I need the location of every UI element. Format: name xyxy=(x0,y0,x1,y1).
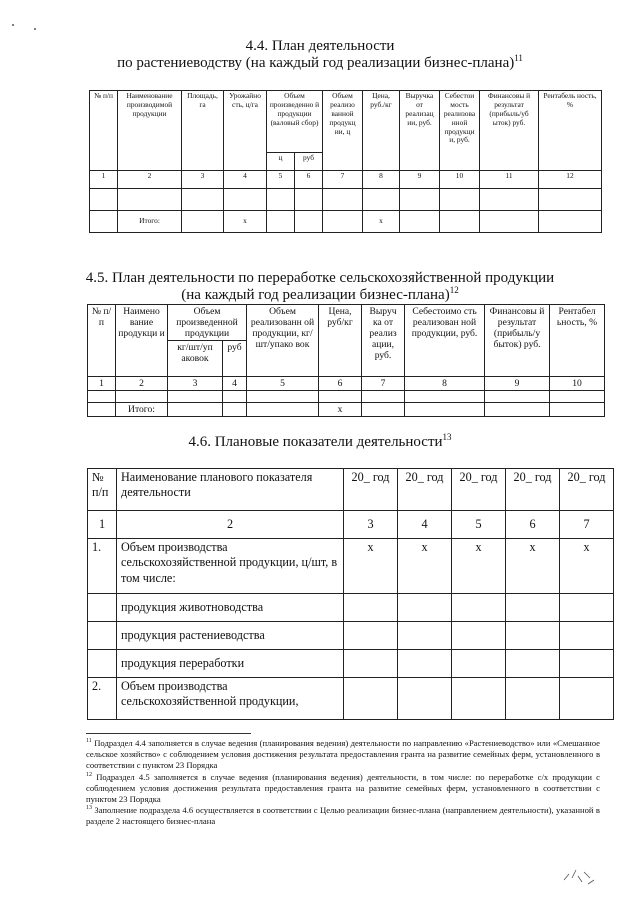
col-header-financial-result: Финансовы й результат (прибыль/уб ыток) руб. xyxy=(480,91,539,171)
section-4-4-title xyxy=(0,38,640,55)
col-number: 5 xyxy=(267,171,295,189)
col-number: 1 xyxy=(88,377,116,391)
col-number: 5 xyxy=(452,511,506,539)
row-number: 2. xyxy=(88,678,117,720)
section-4-4-subtitle xyxy=(0,55,640,72)
col-header-produced-volume: Объем произведенно й продукции (валовый сбор) xyxy=(267,91,323,153)
col-header-year-5: 20_ год xyxy=(560,469,614,511)
table-row xyxy=(88,594,614,622)
col-header-price: Цена, руб./кг xyxy=(363,91,400,171)
col-header-yield: Урожайно сть, ц/га xyxy=(224,91,267,171)
col-number: 4 xyxy=(224,171,267,189)
planned-indicators-table xyxy=(87,468,614,720)
section-4-5-title-text: 4.5. План деятельности по переработке сельскохозяйственной продукции xyxy=(85,270,555,286)
footnote-mark-12: 12 xyxy=(449,285,459,295)
col-number: 7 xyxy=(323,171,363,189)
indicator-label: продукция растениеводства xyxy=(117,622,344,650)
col-header-year-3: 20_ год xyxy=(452,469,506,511)
x-mark: х xyxy=(506,539,560,594)
footnote-12 xyxy=(86,772,600,806)
col-number: 6 xyxy=(319,377,362,391)
column-number-row xyxy=(88,511,614,539)
col-number: 2 xyxy=(116,377,168,391)
footnote-mark-13: 13 xyxy=(442,432,452,442)
row-number: 1. xyxy=(88,539,117,594)
processing-plan-table xyxy=(87,304,605,417)
footnote-divider xyxy=(86,733,251,734)
scan-speck xyxy=(12,24,14,26)
x-mark: х xyxy=(452,539,506,594)
col-number: 3 xyxy=(182,171,224,189)
total-x-mark: х xyxy=(224,211,267,233)
total-row xyxy=(88,403,605,417)
footnote-13 xyxy=(86,805,600,827)
total-label: Итого: xyxy=(116,403,168,417)
col-header-price: Цена, руб/кг xyxy=(319,305,362,377)
column-number-row xyxy=(90,171,602,189)
col-number: 12 xyxy=(539,171,602,189)
col-header-volume-c: ц xyxy=(267,153,295,171)
table-row xyxy=(90,189,602,211)
col-header-indicator-name: Наименование планового показателя деятельности xyxy=(117,469,344,511)
col-number: 8 xyxy=(363,171,400,189)
col-header-sold-volume: Объем реализо ванной продукц ии, ц xyxy=(323,91,363,171)
col-number: 8 xyxy=(405,377,485,391)
section-4-5-subtitle-text: (на каждый год реализации бизнес-плана) xyxy=(181,287,450,303)
col-header-year-1: 20_ год xyxy=(344,469,398,511)
footnote-number: 12 xyxy=(86,771,92,778)
x-mark: х xyxy=(560,539,614,594)
col-number: 4 xyxy=(398,511,452,539)
col-header-num: № п/п xyxy=(88,469,117,511)
col-header-product-name: Наимено вание продукци и xyxy=(116,305,168,377)
col-header-volume-units: кг/шт/уп аковок xyxy=(168,341,223,377)
footnote-text: Подраздел 4.5 заполняется в случае ведения (планирования ведения) деятельности, в том числе: по переработке с/х продукции с соблюдением условия достижения результата предоставления гранта на развитие семейных ферм, установленного в соответствии с пунктом 23 Порядка xyxy=(86,771,600,804)
signature-scribble xyxy=(560,860,600,890)
col-number: 2 xyxy=(118,171,182,189)
col-number: 3 xyxy=(168,377,223,391)
footnote-11 xyxy=(86,738,600,772)
col-header-revenue: Выруч ка от реализ ации, руб. xyxy=(362,305,405,377)
col-header-volume-rub: руб xyxy=(295,153,323,171)
col-header-product-name: Наименование производимой продукции xyxy=(118,91,182,171)
col-header-produced-volume: Объем произведенной продукции xyxy=(168,305,247,341)
total-x-mark: х xyxy=(319,403,362,417)
col-header-volume-rub: руб xyxy=(223,341,247,377)
total-label: Итого: xyxy=(118,211,182,233)
footnotes xyxy=(86,738,600,827)
footnote-number: 11 xyxy=(86,738,92,745)
section-4-4-subtitle-text: по растениеводству (на каждый год реализации бизнес-плана) xyxy=(117,55,515,71)
col-number: 10 xyxy=(550,377,605,391)
col-number: 11 xyxy=(480,171,539,189)
table-row xyxy=(88,539,614,594)
col-number: 4 xyxy=(223,377,247,391)
table-row xyxy=(88,391,605,403)
x-mark: х xyxy=(344,539,398,594)
col-number: 9 xyxy=(400,171,440,189)
indicator-label: продукция переработки xyxy=(117,650,344,678)
col-header-num: № п/п xyxy=(88,305,116,377)
section-4-4-title-text: 4.4. План деятельности xyxy=(245,38,395,54)
col-header-cost: Себестои мость реализова нной продукци и, руб. xyxy=(440,91,480,171)
col-header-year-2: 20_ год xyxy=(398,469,452,511)
footnote-text: Подраздел 4.4 заполняется в случае ведения (планирования ведения) деятельности по направлению «Растениеводство» или «Смешанное сельское хозяйство» с соблюдением условия достижения результата предоставления гранта на развитие семейных ферм, установленного в соответствии с пунктом 23 Порядка xyxy=(86,738,600,771)
indicator-label: Объем производства сельскохозяйственной продукции, xyxy=(117,678,344,720)
scan-speck xyxy=(34,28,36,30)
col-header-cost: Себестоимо сть реализован ной продукции, руб. xyxy=(405,305,485,377)
footnote-number: 13 xyxy=(86,805,92,812)
col-number: 9 xyxy=(485,377,550,391)
col-header-sold-volume: Объем реализованн ой продукции, кг/шт/упако вок xyxy=(247,305,319,377)
col-number: 5 xyxy=(247,377,319,391)
section-4-6-title-text: 4.6. Плановые показатели деятельности xyxy=(188,434,443,450)
col-number: 1 xyxy=(90,171,118,189)
col-number: 3 xyxy=(344,511,398,539)
table-row xyxy=(88,678,614,720)
column-number-row xyxy=(88,377,605,391)
indicator-label: продукция животноводства xyxy=(117,594,344,622)
footnote-text: Заполнение подраздела 4.6 осуществляется в соответствии с Целью реализации бизнес-плана (направлением деятельности), указанной в разделе 2 настоящего бизнес-плана xyxy=(86,805,600,827)
col-header-profitability: Рентабел ьность, % xyxy=(550,305,605,377)
col-header-profitability: Рентабель ность, % xyxy=(539,91,602,171)
col-header-area: Площадь, га xyxy=(182,91,224,171)
section-4-5-title xyxy=(0,270,640,287)
col-number: 6 xyxy=(506,511,560,539)
section-4-5-subtitle xyxy=(0,287,640,304)
section-4-6-title xyxy=(0,434,640,451)
footnote-mark-11: 11 xyxy=(514,53,523,63)
col-header-financial-result: Финансовы й результат (прибыль/у быток) руб. xyxy=(485,305,550,377)
col-header-revenue: Выручка от реализац ии, руб. xyxy=(400,91,440,171)
x-mark: х xyxy=(398,539,452,594)
col-number: 10 xyxy=(440,171,480,189)
total-row xyxy=(90,211,602,233)
table-row xyxy=(88,650,614,678)
col-number: 7 xyxy=(362,377,405,391)
crop-production-plan-table xyxy=(89,90,602,233)
col-header-year-4: 20_ год xyxy=(506,469,560,511)
total-x-mark: х xyxy=(363,211,400,233)
col-number: 7 xyxy=(560,511,614,539)
col-number: 2 xyxy=(117,511,344,539)
col-header-num: № п/п xyxy=(90,91,118,171)
table-row xyxy=(88,622,614,650)
col-number: 6 xyxy=(295,171,323,189)
col-number: 1 xyxy=(88,511,117,539)
indicator-label: Объем производства сельскохозяйственной продукции, ц/шт, в том числе: xyxy=(117,539,344,594)
